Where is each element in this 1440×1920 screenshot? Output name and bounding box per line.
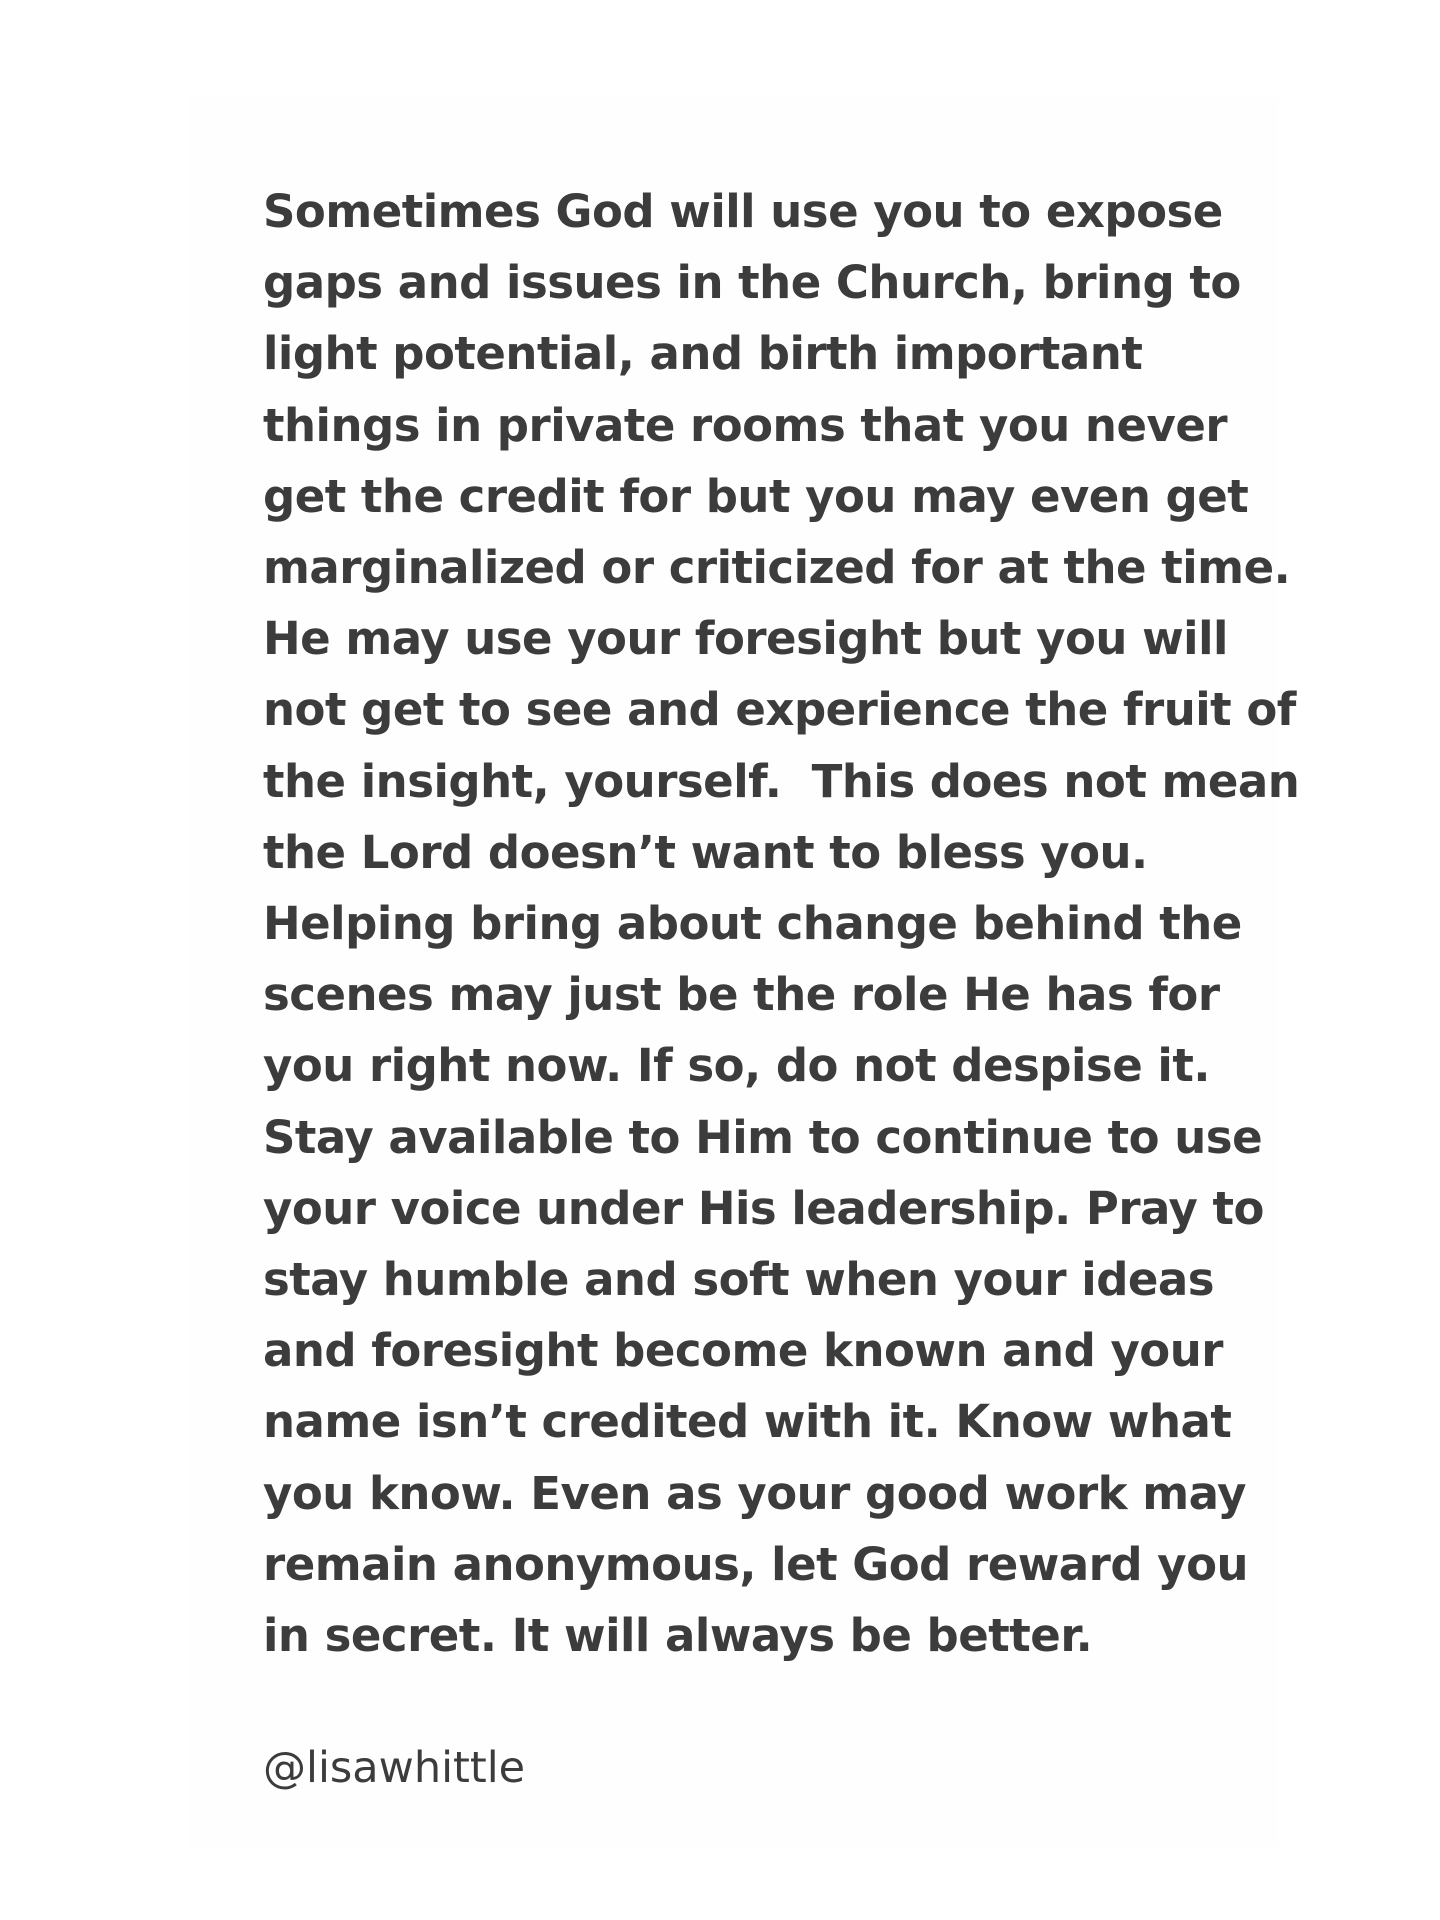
quote-line: Helping bring about change behind the xyxy=(263,897,1242,951)
quote-line: light potential, and birth important xyxy=(263,327,1143,381)
quote-line: you right now. If so, do not despise it. xyxy=(263,1039,1210,1093)
quote-line: marginalized or criticized for at the time. xyxy=(263,541,1291,595)
quote-line: Stay available to Him to continue to use xyxy=(263,1110,1263,1164)
quote-line: Sometimes God will use you to expose xyxy=(263,185,1223,238)
quote-line: your voice under His leadership. Pray to xyxy=(263,1181,1264,1235)
quote-line: the insight, yourself. This does not mean xyxy=(263,754,1300,808)
quote-line: gaps and issues in the Church, bring to xyxy=(263,256,1241,310)
quote-line: not get to see and experience the fruit of xyxy=(263,683,1296,737)
quote-line: scenes may just be the role He has for xyxy=(263,968,1220,1022)
quote-line: in secret. It will always be better. xyxy=(263,1609,1093,1663)
quote-line: you know. Even as your good work may xyxy=(263,1466,1246,1520)
quote-line: stay humble and soft when your ideas xyxy=(263,1253,1215,1307)
quote-line: He may use your foresight but you will xyxy=(263,612,1228,666)
quote-line: the Lord doesn’t want to bless you. xyxy=(263,825,1148,879)
quote-line: and foresight become known and your xyxy=(263,1324,1223,1378)
quote-line: things in private rooms that you never xyxy=(263,398,1228,452)
quote-line: get the credit for but you may even get xyxy=(263,469,1249,523)
quote-text xyxy=(263,176,1300,1671)
quote-line: name isn’t credited with it. Know what xyxy=(263,1395,1232,1449)
quote-line: remain anonymous, let God reward you xyxy=(263,1537,1249,1591)
author-handle: @lisawhittle xyxy=(263,1743,526,1793)
